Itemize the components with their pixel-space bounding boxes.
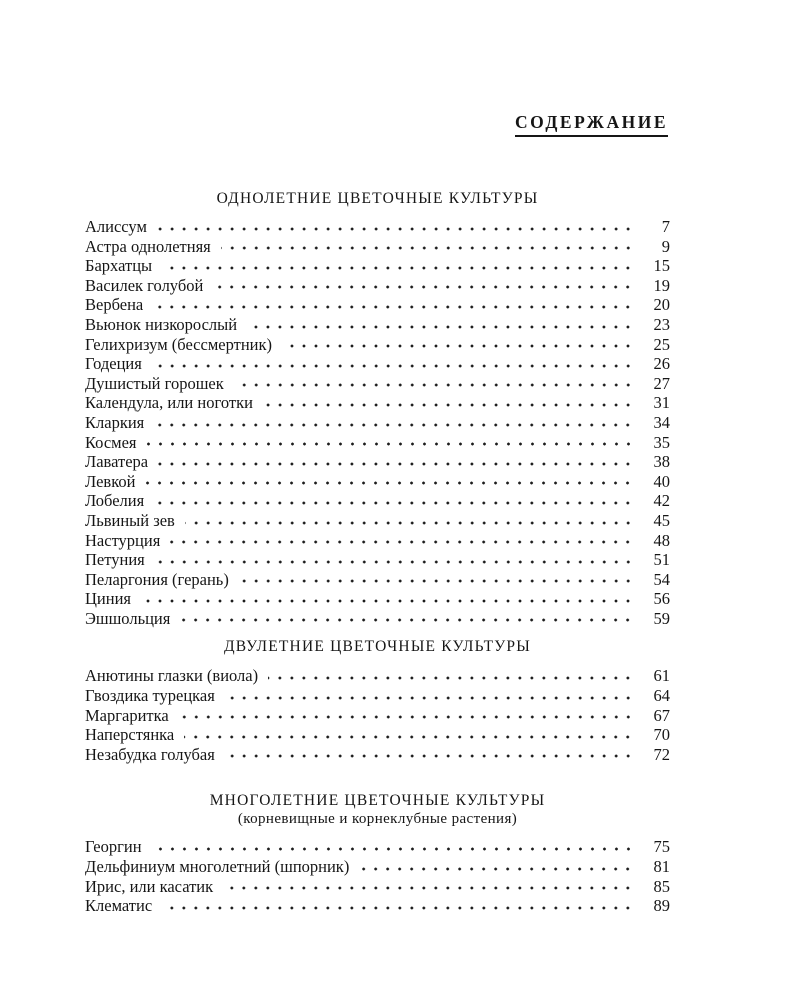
dot-leader [263,393,634,413]
entry-title: Гелихризум (бессмертник) [85,334,273,354]
dot-leader [157,217,634,237]
toc-list [85,837,670,915]
entry-title: Астра однолетняя [85,236,211,256]
entry-page-number: 64 [653,686,670,706]
entry-page-number: 72 [653,744,670,764]
entry-title: Вербена [85,295,144,315]
toc-entry [85,413,670,433]
toc-entry [85,237,670,257]
toc-entry [85,315,670,335]
entry-title: Незабудка голубая [85,744,215,764]
dot-leader [152,837,634,857]
toc-entry [85,374,670,394]
entry-title: Циния [85,589,131,609]
entry-page-number: 34 [653,412,670,432]
toc-entry [85,217,670,237]
dot-leader [225,686,634,706]
toc-entry [85,666,670,686]
dot-leader [282,335,634,355]
entry-title: Дельфиниум многолетний (шпорник) [85,857,350,877]
section-heading: ОДНОЛЕТНИЕ ЦВЕТОЧНЫЕ КУЛЬТУРЫ [216,190,539,207]
dot-leader [162,256,634,276]
entry-page-number: 81 [653,857,670,877]
entry-title: Гвоздика турецкая [85,686,215,706]
toc-entry [85,354,670,374]
entry-title: Петуния [85,550,145,570]
entry-page-number: 54 [653,569,670,589]
toc-entry [85,725,670,745]
dot-leader [152,354,634,374]
entry-page-number: 7 [661,217,670,236]
entry-page-number: 40 [653,471,670,491]
toc-entry [85,686,670,706]
toc-entry [85,837,670,857]
dot-leader [179,706,634,726]
dot-leader [234,374,634,394]
dot-leader [213,276,634,296]
entry-title: Маргаритка [85,705,169,725]
toc-entry [85,706,670,726]
toc-entry [85,256,670,276]
entry-page-number: 27 [653,373,670,393]
toc-entry [85,335,670,355]
entry-title: Георгин [85,837,142,857]
toc-entry [85,857,670,877]
toc-entry [85,393,670,413]
entry-page-number: 59 [653,608,670,628]
entry-page-number: 85 [653,876,670,896]
entry-title: Ирис, или касатик [85,876,214,896]
toc-list [85,217,670,628]
dot-leader [145,472,634,492]
dot-leader [170,531,634,551]
toc-title-row [85,112,670,136]
dot-leader [155,550,634,570]
entry-title: Анютины глазки (виола) [85,666,259,686]
section-subheading: (корневищные и корнеклубные растения) [237,811,518,828]
dot-leader [162,896,634,916]
entry-page-number: 61 [653,666,670,686]
entry-title: Настурция [85,530,161,550]
toc-entry [85,433,670,453]
entry-title: Душистый горошек [85,373,224,393]
entry-page-number: 51 [653,550,670,570]
section-heading: ДВУЛЕТНИЕ ЦВЕТОЧНЫЕ КУЛЬТУРЫ [224,638,531,656]
toc-entry [85,491,670,511]
toc-entry [85,531,670,551]
section-perennial-flowers [85,792,670,915]
entry-title: Лобелия [85,491,145,511]
entry-page-number: 70 [653,725,670,745]
entry-title: Наперстянка [85,725,175,745]
toc-entry [85,472,670,492]
entry-title: Кларкия [85,412,145,432]
dot-leader [154,413,634,433]
toc-entry [85,570,670,590]
entry-page-number: 42 [653,491,670,511]
toc-entry [85,452,670,472]
entry-title: Василек голубой [85,275,204,295]
toc-entry [85,295,670,315]
entry-page-number: 75 [653,837,670,857]
dot-leader [239,570,634,590]
entry-page-number: 89 [653,896,670,916]
entry-title: Годеция [85,354,142,374]
dot-leader [141,589,634,609]
dot-leader [247,315,634,335]
dot-leader [185,511,634,531]
entry-title: Львиный зев [85,510,175,530]
dot-leader [268,666,634,686]
entry-page-number: 19 [653,275,670,295]
entry-title: Алиссум [85,217,147,236]
entry-page-number: 56 [653,589,670,609]
entry-page-number: 20 [653,295,670,315]
entry-title: Бархатцы [85,256,153,276]
dot-leader [154,491,634,511]
toc-entry [85,276,670,296]
toc-entry [85,745,670,765]
toc-entry [85,511,670,531]
toc-entry [85,896,670,916]
toc-entry [85,877,670,897]
entry-page-number: 67 [653,705,670,725]
dot-leader [221,237,634,257]
entry-page-number: 26 [653,354,670,374]
entry-title: Лаватера [85,452,149,472]
toc-entry [85,550,670,570]
section-biennial-flowers [85,638,670,764]
entry-page-number: 38 [653,452,670,472]
entry-page-number: 45 [653,510,670,530]
page-title: СОДЕРЖАНИЕ [515,112,668,137]
toc-list [85,666,670,764]
entry-page-number: 35 [653,432,670,452]
entry-title: Вьюнок низкорослый [85,314,238,334]
entry-page-number: 9 [661,236,670,256]
entry-title: Календула, или ноготки [85,393,253,413]
entry-page-number: 15 [653,256,670,276]
toc-entry [85,609,670,629]
dot-leader [225,745,634,765]
entry-title: Левкой [85,471,136,491]
entry-page-number: 25 [653,334,670,354]
entry-page-number: 31 [653,393,670,413]
toc-content [85,112,670,916]
entry-page-number: 23 [653,314,670,334]
dot-leader [147,433,634,453]
dot-leader [180,609,634,629]
entry-page-number: 48 [653,530,670,550]
toc-entry [85,589,670,609]
dot-leader [223,877,634,897]
entry-title: Космея [85,432,137,452]
dot-leader [184,725,634,745]
section-annual-flowers [85,190,670,628]
entry-title: Эшшольция [85,608,171,628]
section-heading: МНОГОЛЕТНИЕ ЦВЕТОЧНЫЕ КУЛЬТУРЫ [209,792,546,810]
entry-title: Пеларгония (герань) [85,569,229,589]
dot-leader [359,857,634,877]
dot-leader [158,452,634,472]
entry-title: Клематис [85,896,153,916]
dot-leader [153,295,634,315]
